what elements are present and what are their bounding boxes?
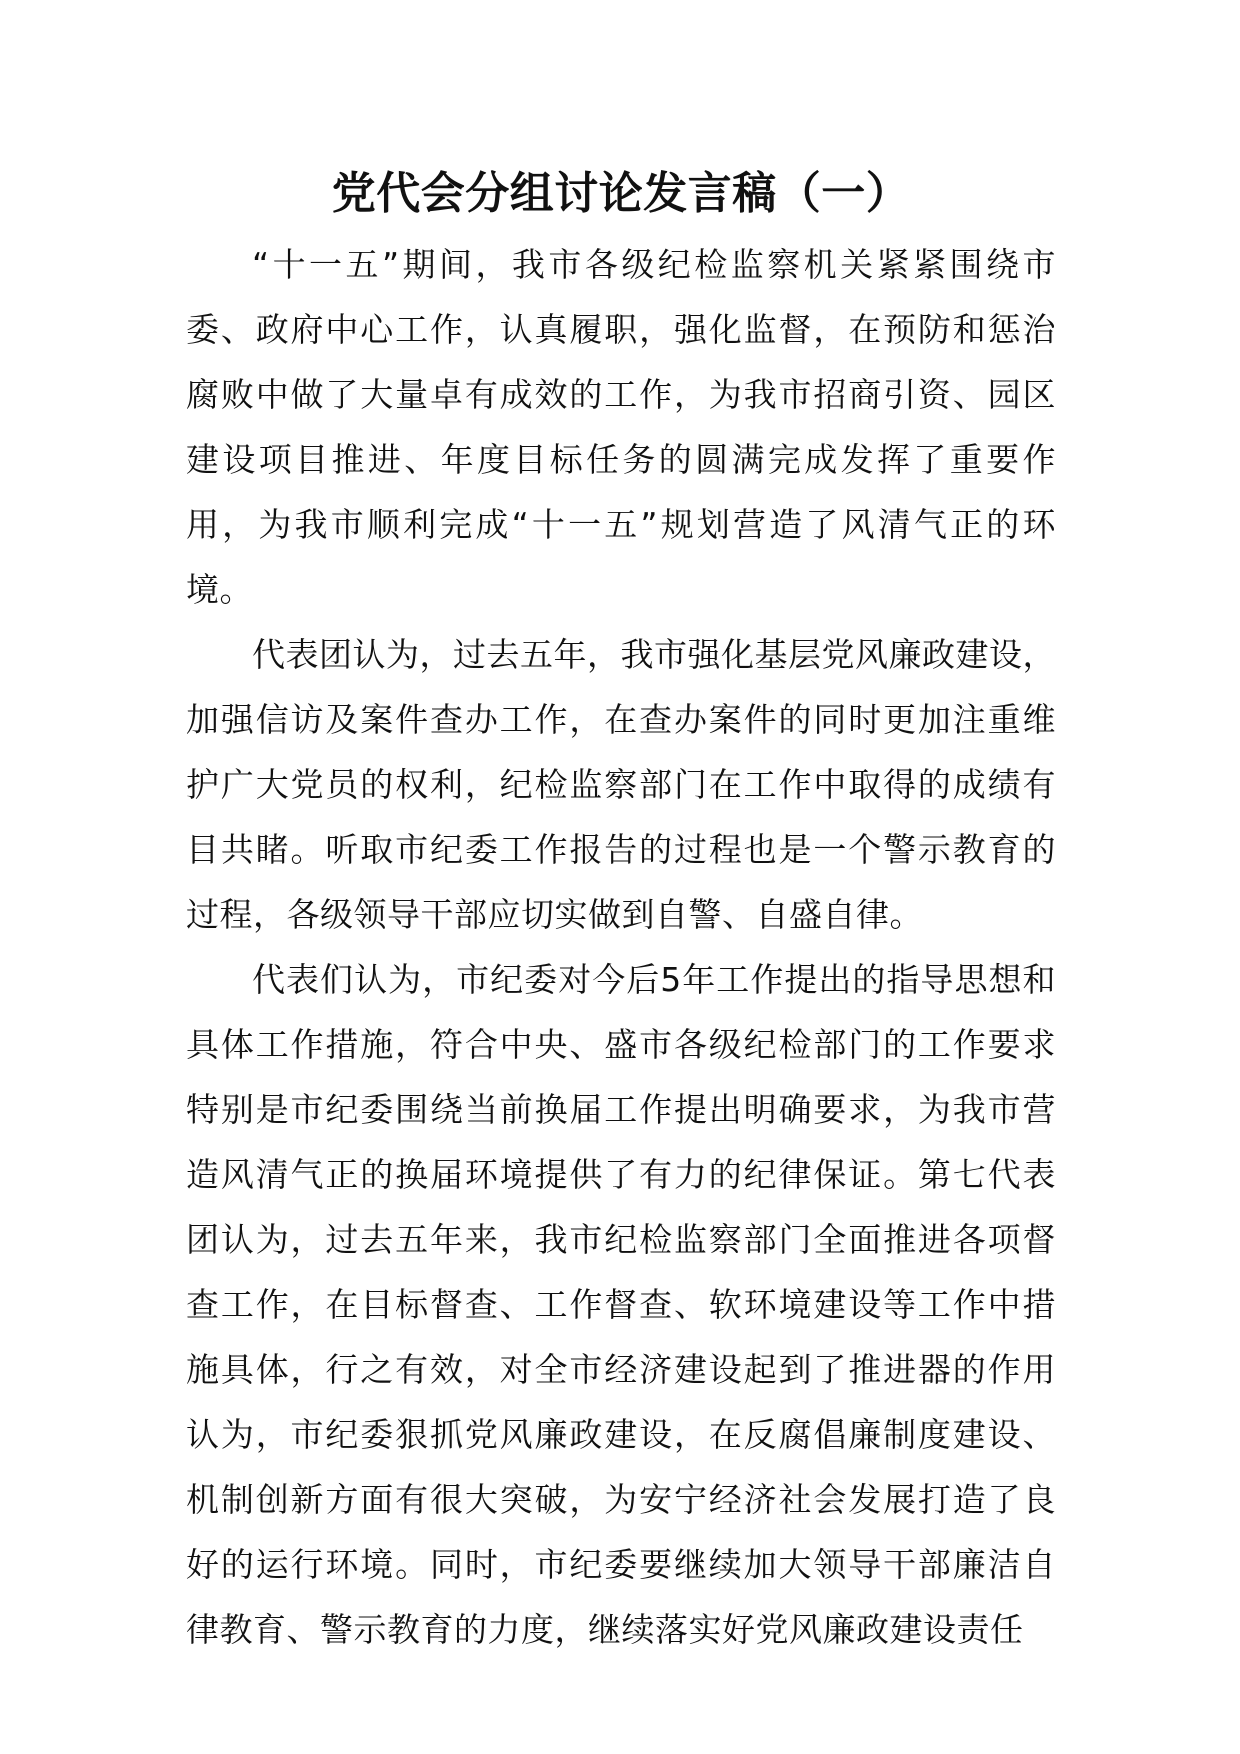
document-body [186, 232, 1056, 1662]
paragraph-3: 代表们认为，市纪委对今后5年工作提出的指导思想和具体工作措施，符合中央、盛市各级纪检部门的工作要求特别是市纪委围绕当前换届工作提出明确要求，为我市营造风清气正的换届环境提供了有力的纪律保证。第七代表团认为，过去五年来，我市纪检监察部门全面推进各项督查工作，在目标督查、工作督查、软环境建设等工作中措施具体，行之有效，对全市经济建设起到了推进器的作用认为，市纪委狠抓党风廉政建设，在反腐倡廉制度建设、机制创新方面有很大突破，为安宁经济社会发展打造了良好的运行环境。同时，市纪委要继续加大领导干部廉洁自律教育、警示教育的力度，继续落实好党风廉政建设责任 [186, 960, 1056, 1649]
paragraph-2: 代表团认为，过去五年，我市强化基层党风廉政建设，加强信访及案件查办工作，在查办案件的同时更加注重维护广大党员的权利，纪检监察部门在工作中取得的成绩有目共睹。听取市纪委工作报告的过程也是一个警示教育的过程，各级领导干部应切实做到自警、自盛自律。 [186, 635, 1056, 934]
paragraph-1: “十一五”期间，我市各级纪检监察机关紧紧围绕市委、政府中心工作，认真履职，强化监督，在预防和惩治腐败中做了大量卓有成效的工作，为我市招商引资、园区建设项目推进、年度目标任务的圆满完成发挥了重要作用，为我市顺利完成“十一五”规划营造了风清气正的环境。 [186, 245, 1056, 609]
document-title: 党代会分组讨论发言稿（一） [331, 168, 911, 219]
